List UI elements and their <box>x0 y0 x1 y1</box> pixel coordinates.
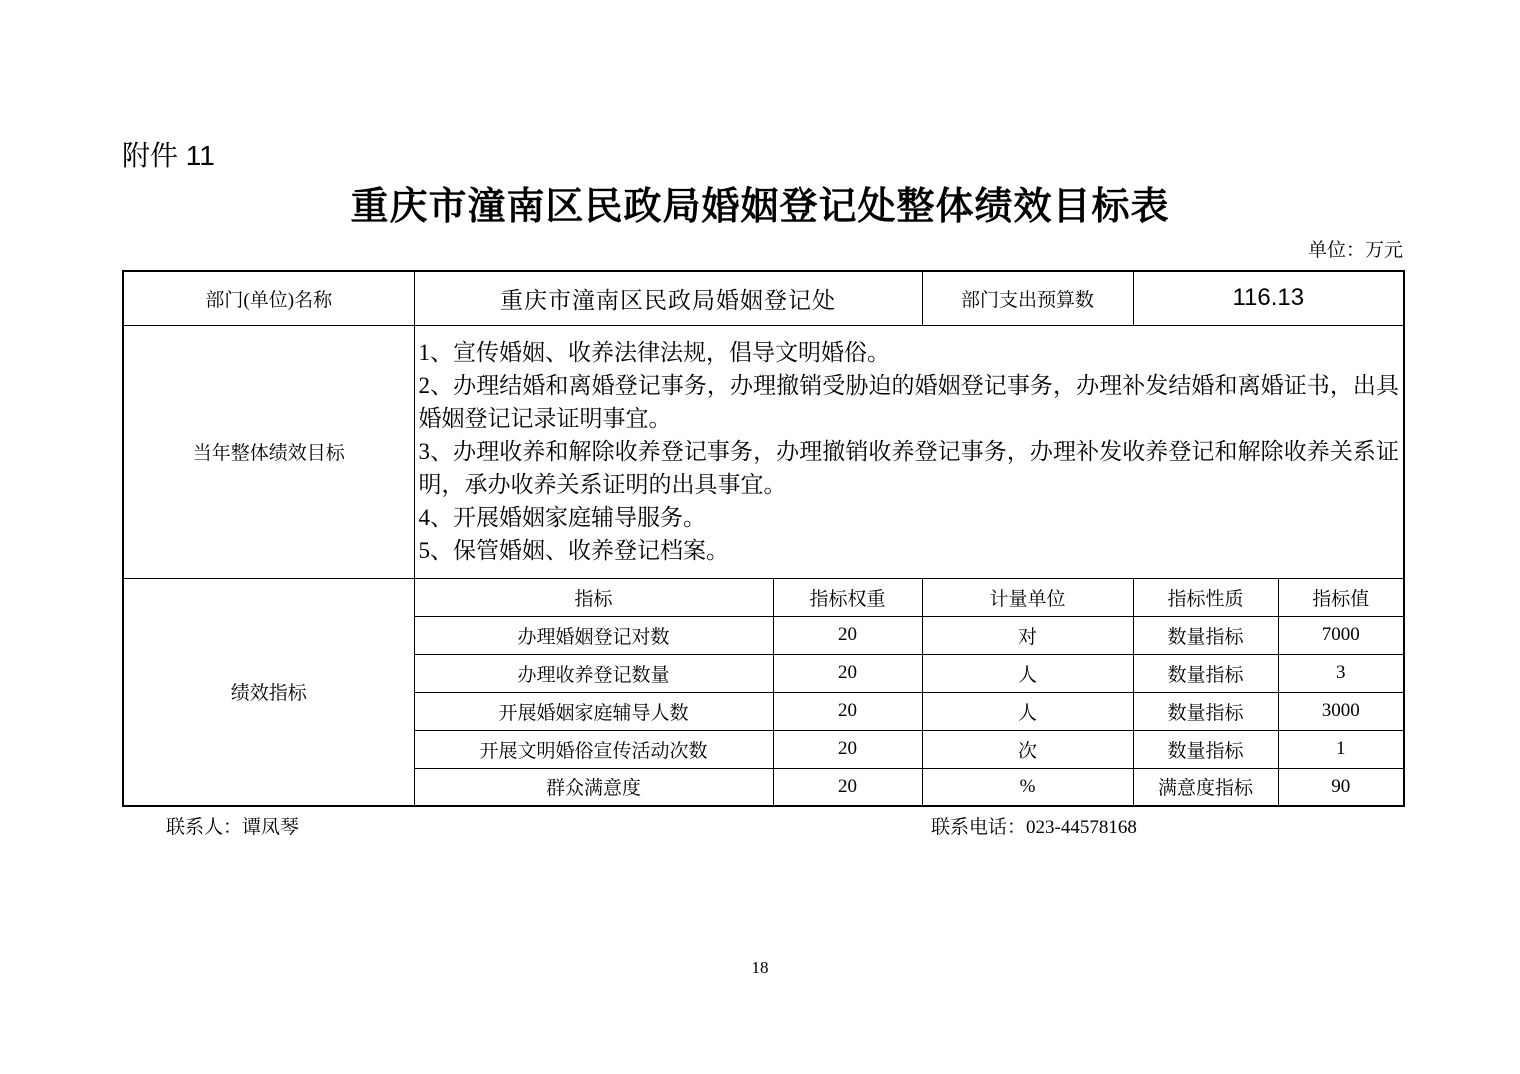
indicator-col-header: 指标 <box>414 578 773 616</box>
indicator-weight: 20 <box>773 730 922 768</box>
indicator-name: 办理收养登记数量 <box>414 654 773 692</box>
indicator-value: 3 <box>1278 654 1404 692</box>
goal-item-3: 3、办理收养和解除收养登记事务，办理撤销收养登记事务，办理补发收养登记和解除收养关系证明，承办收养关系证明的出具事宜。 <box>418 439 1399 497</box>
contact-phone: 联系电话：023-44578168 <box>931 817 1137 838</box>
indicator-col-header: 指标性质 <box>1133 578 1278 616</box>
unit-note: 单位：万元 <box>1307 240 1403 261</box>
indicator-name: 开展婚姻家庭辅导人数 <box>414 692 773 730</box>
goal-item-1: 1、宣传婚姻、收养法律法规，倡导文明婚俗。 <box>418 340 890 365</box>
indicator-name: 办理婚姻登记对数 <box>414 616 773 654</box>
contact-footer <box>0 812 1520 840</box>
indicator-value: 7000 <box>1278 616 1404 654</box>
budget-value: 116.13 <box>1133 271 1404 325</box>
indicator-value: 90 <box>1278 768 1404 806</box>
indicator-name: 开展文明婚俗宣传活动次数 <box>414 730 773 768</box>
goal-item-4: 4、开展婚姻家庭辅导服务。 <box>418 505 706 530</box>
indicator-header-row <box>123 578 1404 616</box>
indicator-unit: 次 <box>922 730 1133 768</box>
budget-label: 部门支出预算数 <box>922 271 1133 325</box>
indicator-col-header: 计量单位 <box>922 578 1133 616</box>
indicator-weight: 20 <box>773 768 922 806</box>
attachment-label: 附件 11 <box>122 140 215 171</box>
indicator-weight: 20 <box>773 616 922 654</box>
dept-name-label: 部门(单位)名称 <box>123 271 414 325</box>
contact-person: 联系人：谭凤琴 <box>166 817 300 838</box>
table-row-department <box>123 271 1404 325</box>
indicator-value: 3000 <box>1278 692 1404 730</box>
goal-item-5: 5、保管婚姻、收养登记档案。 <box>418 538 729 563</box>
indicator-unit: 人 <box>922 654 1133 692</box>
indicator-name: 群众满意度 <box>414 768 773 806</box>
indicator-value: 1 <box>1278 730 1404 768</box>
indicator-unit: % <box>922 768 1133 806</box>
goals-text-cell <box>414 325 1404 578</box>
indicator-weight: 20 <box>773 654 922 692</box>
indicator-type: 数量指标 <box>1133 654 1278 692</box>
performance-target-table <box>122 270 1405 807</box>
indicator-type: 数量指标 <box>1133 730 1278 768</box>
indicator-unit: 对 <box>922 616 1133 654</box>
indicator-type: 满意度指标 <box>1133 768 1278 806</box>
page-title: 重庆市潼南区民政局婚姻登记处整体绩效目标表 <box>350 186 1170 228</box>
indicator-unit: 人 <box>922 692 1133 730</box>
indicator-weight: 20 <box>773 692 922 730</box>
goal-item-2: 2、办理结婚和离婚登记事务，办理撤销受胁迫的婚姻登记事务，办理补发结婚和离婚证书，出具婚姻登记记录证明事宜。 <box>418 373 1399 431</box>
page-number: 18 <box>751 958 769 977</box>
indicator-type: 数量指标 <box>1133 692 1278 730</box>
dept-name-value: 重庆市潼南区民政局婚姻登记处 <box>414 271 922 325</box>
goals-label: 当年整体绩效目标 <box>123 325 414 578</box>
indicator-type: 数量指标 <box>1133 616 1278 654</box>
indicator-col-header: 指标值 <box>1278 578 1404 616</box>
indicators-label: 绩效指标 <box>123 578 414 806</box>
indicator-col-header: 指标权重 <box>773 578 922 616</box>
table-row-goals <box>123 325 1404 578</box>
